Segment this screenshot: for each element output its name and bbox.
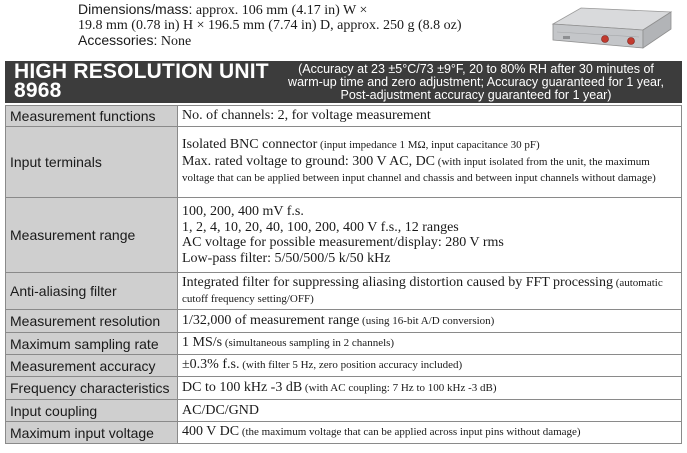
dimensions-value-1: approx. 106 mm (4.17 in) W × [195,3,368,18]
accuracy-note: (Accuracy at 23 ±5°C/73 ±9°F, 20 to 80% RH after 30 minutes of warm-up time and zero adjustment; Accuracy guaranteed for 1 year, Post-adjustment accuracy guaranteed for 1 year) [288,62,664,102]
header-specs [78,2,538,49]
unit-device-image [547,2,675,54]
row-value: DC to 100 kHz -3 dB (with AC coupling: 7 Hz to 100 kHz -3 dB) [178,377,682,400]
row-label: Measurement resolution [6,310,178,333]
unit-title: HIGH RESOLUTION UNIT 8968 [14,60,269,102]
table-row [6,333,682,355]
row-value: 400 V DC (the maximum voltage that can be applied across input pins without damage) [178,422,682,444]
table-row [6,198,682,273]
row-label: Maximum input voltage [6,422,178,444]
dimensions-line-2: 19.8 mm (0.78 in) H × 196.5 mm (7.74 in) D, approx. 250 g (8.8 oz) [78,18,462,33]
row-label: Maximum sampling rate [6,333,178,355]
row-label: Anti-aliasing filter [6,273,178,310]
row-value: AC/DC/GND [178,400,682,422]
row-value: 1/32,000 of measurement range (using 16-bit A/D conversion) [178,310,682,333]
table-row [6,377,682,400]
unit-title-banner [5,61,682,103]
spec-table [5,105,682,444]
row-label: Input terminals [6,127,178,198]
table-row [6,273,682,310]
row-label: Input coupling [6,400,178,422]
row-value: No. of channels: 2, for voltage measurement [178,106,682,127]
table-row [6,310,682,333]
row-label: Measurement functions [6,106,178,127]
dimensions-line-1 [78,2,538,18]
table-row [6,422,682,444]
table-row [6,355,682,377]
row-value: ±0.3% f.s. (with filter 5 Hz, zero position accuracy included) [178,355,682,377]
table-row [6,106,682,127]
accessories-value: None [160,34,192,49]
row-value: Isolated BNC connector (input impedance 1 MΩ, input capacitance 30 pF) Max. rated voltage to ground: 300 V AC, DC (with input isolated from the unit, the maximum voltage that can be applied between input channel and chassis and between input channels without damage) [178,127,682,198]
accessories-line [78,33,538,49]
table-row [6,127,682,198]
row-label: Frequency characteristics [6,377,178,400]
row-value: 100, 200, 400 mV f.s. 1, 2, 4, 10, 20, 40, 100, 200, 400 V f.s., 12 ranges AC voltage for possible measurement/display: 280 V rms Low-pass filter: 5/50/500/5 k/50 kHz [178,198,682,273]
row-label: Measurement range [6,198,178,273]
row-value: Integrated filter for suppressing aliasing distortion caused by FFT processing (automatic cutoff frequency setting/OFF) [178,273,682,310]
row-label: Measurement accuracy [6,355,178,377]
table-row [6,400,682,422]
row-value: 1 MS/s (simultaneous sampling in 2 channels) [178,333,682,355]
dimensions-label: Dimensions/mass: [78,1,193,17]
accessories-label: Accessories: [78,32,158,48]
